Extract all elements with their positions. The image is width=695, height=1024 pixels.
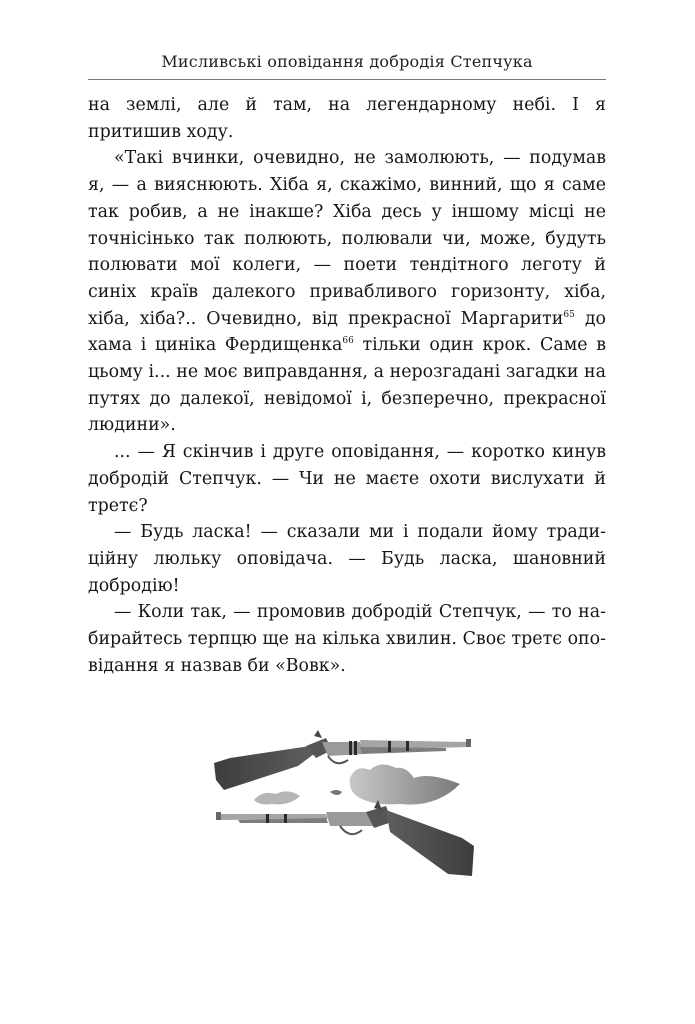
paragraph-4: — Будь ласка! — сказали ми і подали йому традиційну люльку оповідача. — Будь ласка, шановний добродію! <box>88 522 606 596</box>
smoke-flourish <box>254 764 460 804</box>
header-rule <box>88 79 606 80</box>
paragraph-5: — Коли так, — промовив добродій Степчук, — то набирайтесь терпцю ще на кілька хвилин. Своє третє оповідання я назвав би «Вовк». <box>88 602 606 676</box>
lower-rifle <box>216 800 474 876</box>
body-text <box>88 92 606 679</box>
crossed-rifles-icon <box>210 728 482 888</box>
footnote-ref-66: 66 <box>342 336 354 347</box>
paragraph-2-part-3: тільки один крок. Саме в цьому і... не моє виправдання, а нерозгадані загадки на путях до далекої, невідомої і, безперечно, прекрасної людини». <box>88 335 607 436</box>
paragraph-2 <box>88 145 606 439</box>
paragraph-1: на землі, але й там, на легендарному небі. І я притишив ходу. <box>88 95 606 142</box>
footnote-ref-65: 65 <box>563 309 575 320</box>
paragraph-2-part-2: до хама і циніка Фердищенка <box>88 308 607 356</box>
paragraph-3: ... — Я скінчив і друге оповідання, — коротко кинув добродій Степчук. — Чи не маєте охоти вислухати й третє? <box>88 442 606 516</box>
paragraph-2-part-1: «Такі вчинки, очевидно, не замолюють, — подумав я, — а вияснюють. Хіба я, скажімо, винний, що я саме так робив, а не інакше? Хіба десь у іншому місці не точнісінько так полюють, полювали чи, може, будуть полювати мої колеги, — поети тендітного леготу й синіх країв далекого привабливого горизонту, хіба, хіба, хіба?.. Очевидно, від прекрасної Маргарити <box>88 148 606 329</box>
running-head: Мисливські оповідання добродія Степчука <box>161 52 533 71</box>
